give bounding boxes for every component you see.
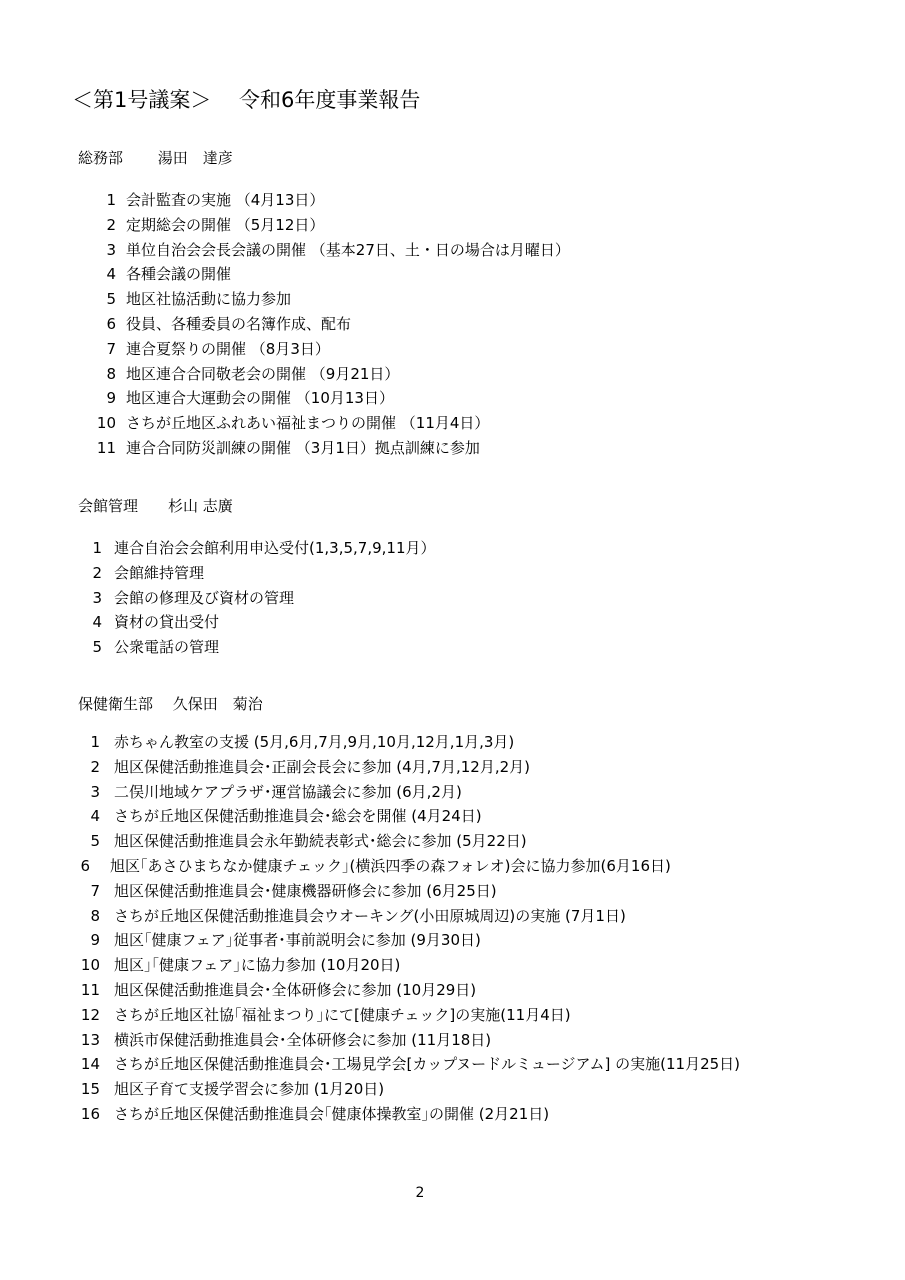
item-text: 単位自治会会長会議の開催 （基本27日、土・日の場合は月曜日） [126,240,570,259]
item-number: 5 [106,290,116,309]
item-text: 旭区｢健康フェア｣従事者･事前説明会に参加 (9月30日) [114,931,481,950]
item-text: 旭区保健活動推進員会･正副会長会に参加 (4月,7月,12月,2月) [114,757,530,776]
item-text: 公衆電話の管理 [114,638,220,657]
item-number: 7 [106,339,116,358]
item-number: 8 [106,364,116,383]
item-text: さちが丘地区保健活動推進員会･工場見学会[カップヌードルミュージアム] の実施(11月25日) [114,1055,741,1074]
item-number: 1 [92,539,102,557]
item-number: 14 [80,1055,100,1074]
item-number: 3 [92,588,102,607]
item-number: 3 [106,240,116,259]
item-number: 4 [106,265,116,284]
section-header-general-affairs: 総務部 湯田 達彦 [78,149,233,167]
item-number: 2 [92,563,102,582]
item-text: 連合夏祭りの開催 （8月3日） [126,339,330,358]
item-number: 4 [92,613,102,632]
item-text: さちが丘地区保健活動推進員会｢健康体操教室｣の開催 (2月21日) [114,1104,550,1123]
item-text: さちが丘地区ふれあい福祉まつりの開催 （11月4日） [126,414,490,433]
item-number: 1 [90,733,100,751]
item-number: 6 [106,314,116,333]
item-number: 2 [90,757,100,776]
item-number: 4 [90,807,100,826]
item-number: 10 [80,956,100,975]
item-text: さちが丘地区社協｢福祉まつり｣にて[健康チェック]の実施(11月4日) [114,1005,571,1024]
item-text: 会館維持管理 [114,563,205,582]
item-number: 7 [90,881,100,900]
item-number: 16 [80,1104,100,1123]
item-text: 赤ちゃん教室の支援 (5月,6月,7月,9月,10月,12月,1月,3月) [114,733,515,751]
item-text: 連合自治会会館利用申込受付(1,3,5,7,9,11月） [114,539,436,557]
item-text: 旭区｢あさひまちなか健康チェック｣(横浜四季の森フォレオ)会に協力参加(6月16日) [110,856,671,875]
item-number: 5 [92,638,102,657]
section-header-hall-management: 会館管理 杉山 志廣 [78,497,233,515]
item-number: 15 [80,1080,100,1099]
item-number: 11 [80,980,100,999]
item-text: 資材の貸出受付 [114,613,220,632]
page-number: 2 [415,1185,425,1201]
item-number: 8 [90,906,100,925]
item-number: 6 [80,856,90,875]
item-text: 役員、各種委員の名簿作成、配布 [126,314,352,333]
item-number: 5 [90,832,100,851]
item-text: 連合合同防災訓練の開催 （3月1日）拠点訓練に参加 [126,438,480,457]
item-number: 9 [106,389,116,408]
item-text: 二俣川地域ケアプラザ･運営協議会に参加 (6月,2月) [114,782,462,801]
item-text: 会館の修理及び資材の管理 [114,588,295,607]
item-text: 地区連合大運動会の開催 （10月13日） [126,389,394,408]
item-number: 3 [90,782,100,801]
item-number: 10 [96,414,116,433]
item-number: 12 [80,1005,100,1024]
item-number: 2 [106,215,116,234]
document-title: ＜第1号議案＞ 令和6年度事業報告 [72,88,421,112]
item-text: 地区連合合同敬老会の開催 （9月21日） [126,364,400,383]
item-text: 横浜市保健活動推進員会･全体研修会に参加 (11月18日) [114,1030,492,1049]
item-text: 旭区保健活動推進員会･全体研修会に参加 (10月29日) [114,980,477,999]
item-text: 旭区保健活動推進員会永年勤続表彰式･総会に参加 (5月22日) [114,832,527,851]
item-text: さちが丘地区保健活動推進員会ウオーキング(小田原城周辺)の実施 (7月1日) [114,906,626,925]
item-number: 1 [106,191,116,209]
item-number: 9 [90,931,100,950]
item-number: 13 [80,1030,100,1049]
item-number: 11 [96,438,116,457]
item-text: さちが丘地区保健活動推進員会･総会を開催 (4月24日) [114,807,482,826]
item-text: 各種会議の開催 [126,265,232,284]
item-text: 旭区子育て支援学習会に参加 (1月20日) [114,1080,385,1099]
item-text: 地区社協活動に協力参加 [126,290,292,309]
item-text: 旭区｣｢健康フェア｣に協力参加 (10月20日) [114,956,401,975]
item-text: 会計監査の実施 （4月13日） [126,191,325,209]
item-text: 旭区保健活動推進員会･健康機器研修会に参加 (6月25日) [114,881,497,900]
item-text: 定期総会の開催 （5月12日） [126,215,325,234]
section-header-health-hygiene: 保健衛生部 久保田 菊治 [78,695,263,713]
